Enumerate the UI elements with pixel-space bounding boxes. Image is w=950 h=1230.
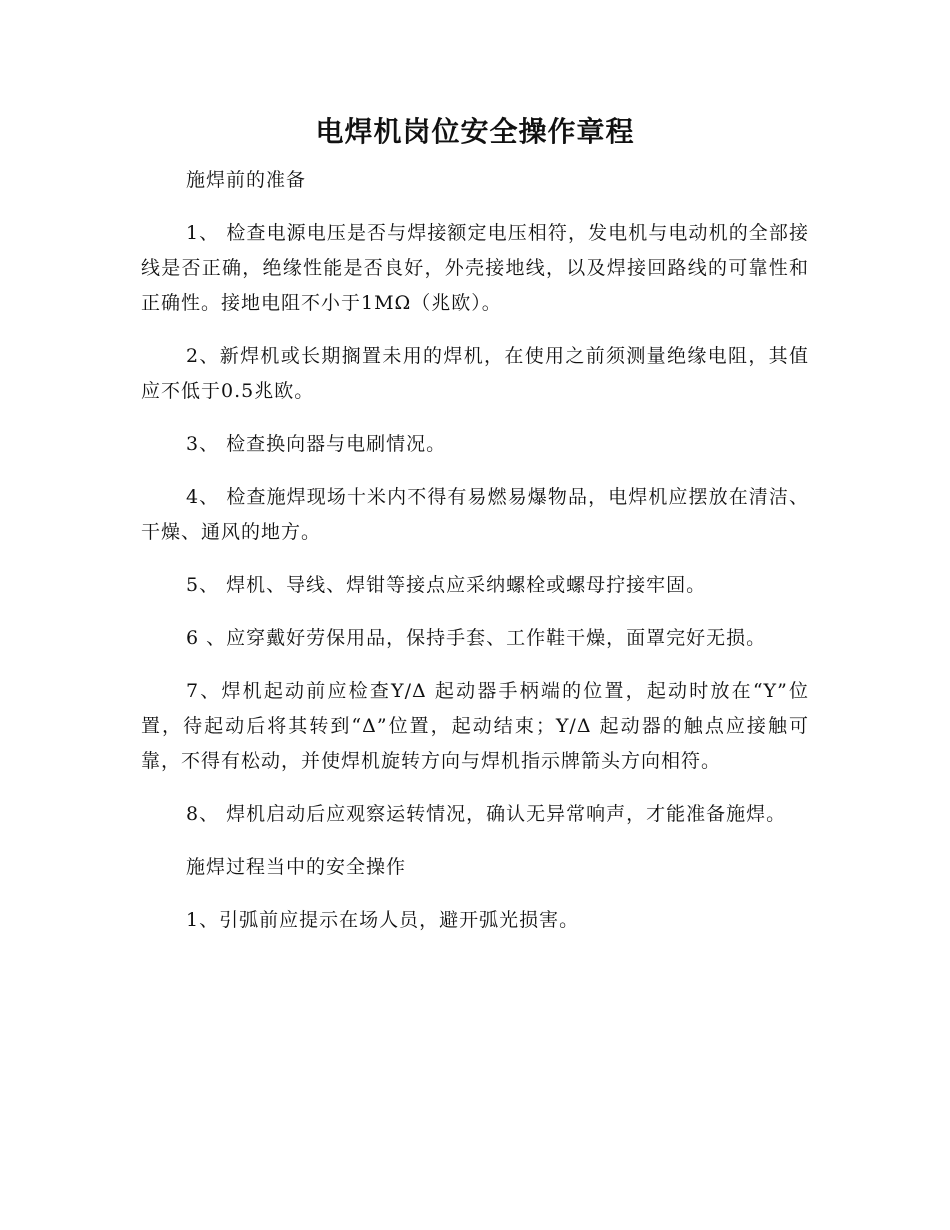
list-item-prep-1: 1、 检查电源电压是否与焊接额定电压相符，发电机与电动机的全部接线是否正确，绝缘性能是否良好，外壳接地线，以及焊接回路线的可靠性和正确性。接地电阻不小于1MΩ（兆欧）。 <box>141 222 809 314</box>
list-item-prep-6: 6 、应穿戴好劳保用品，保持手套、工作鞋干燥，面罩完好无损。 <box>186 627 767 649</box>
list-item-prep-5: 5、 焊机、导线、焊钳等接点应采纳螺栓或螺母拧接牢固。 <box>186 574 707 596</box>
list-item-prep-2: 2、新焊机或长期搁置未用的焊机，在使用之前须测量绝缘电阻，其值应不低于0.5兆欧。 <box>141 345 809 402</box>
list-item-prep-8: 8、 焊机启动后应观察运转情况，确认无异常响声，才能准备施焊。 <box>186 803 787 825</box>
section-heading-preparation: 施焊前的准备 <box>186 169 307 191</box>
section-heading-welding-operation: 施焊过程当中的安全操作 <box>186 856 407 878</box>
document-body <box>141 163 809 956</box>
list-item-prep-7: 7、焊机起动前应检查Y/Δ 起动器手柄端的位置，起动时放在“Y”位置，待起动后将其转到“Δ”位置，起动结束；Y/Δ 起动器的触点应接触可靠，不得有松动，并使焊机旋转方向与焊机指示牌箭头方向相符。 <box>141 680 809 772</box>
document-title: 电焊机岗位安全操作章程 <box>315 115 635 148</box>
list-item-prep-3: 3、 检查换向器与电刷情况。 <box>186 433 447 455</box>
list-item-op-1: 1、引弧前应提示在场人员，避开弧光损害。 <box>186 909 580 931</box>
list-item-prep-4: 4、 检查施焊现场十米内不得有易燃易爆物品，电焊机应摆放在清洁、干燥、通风的地方。 <box>141 486 809 543</box>
